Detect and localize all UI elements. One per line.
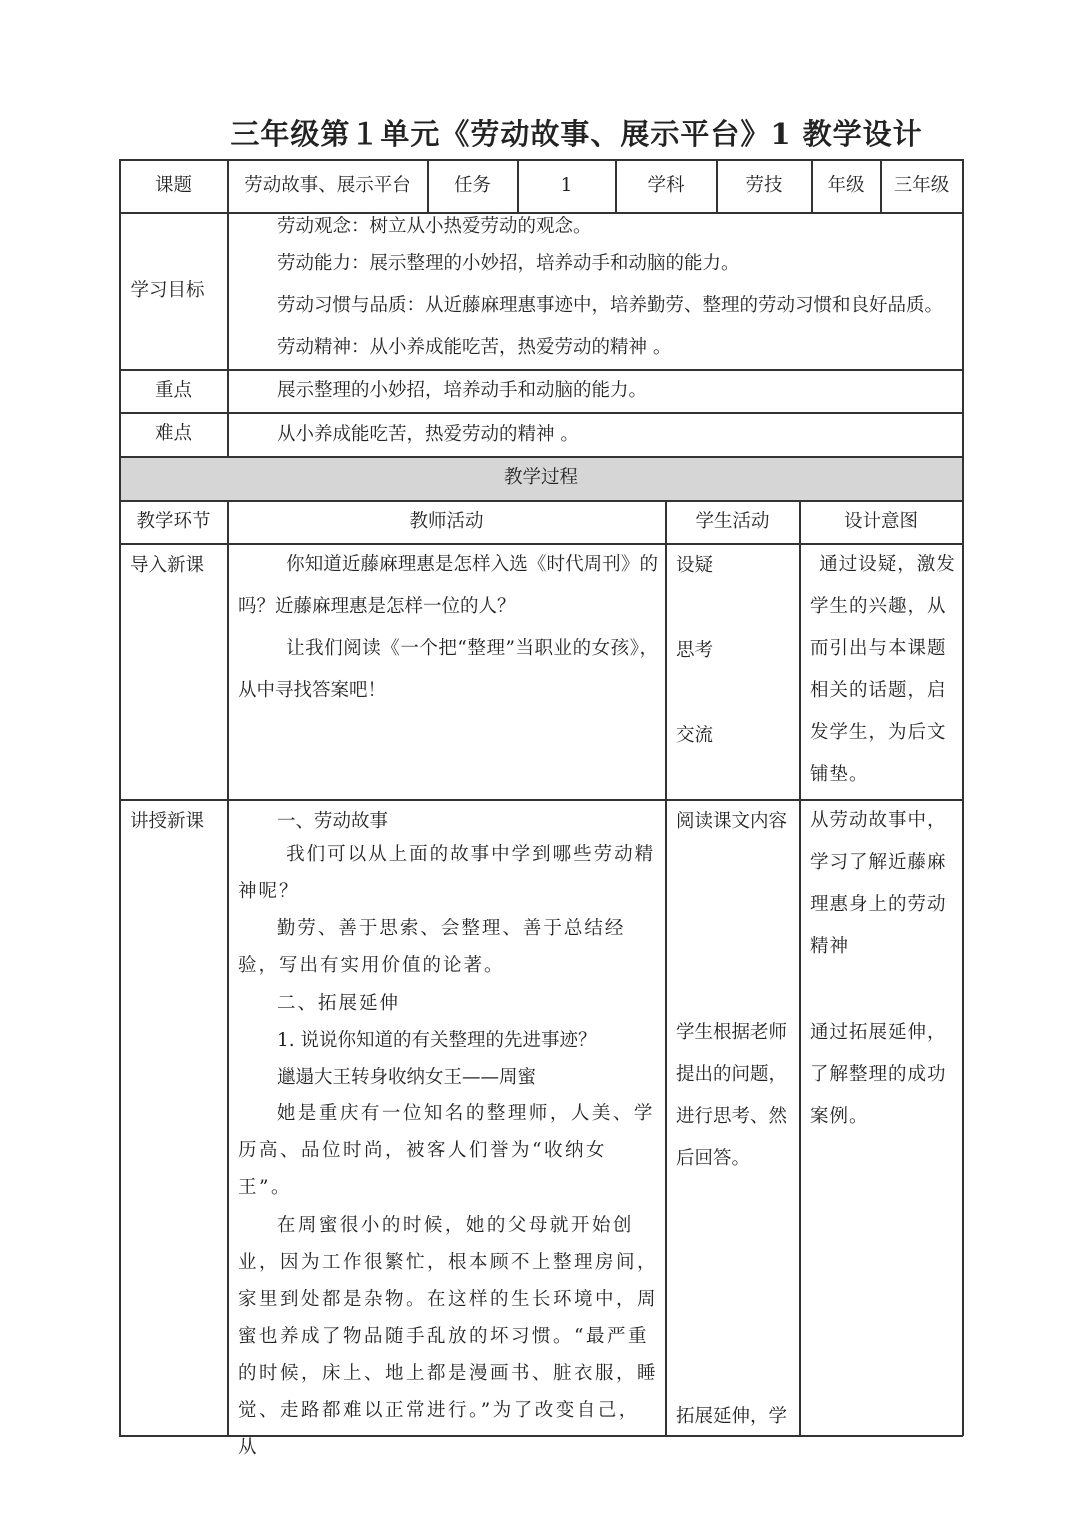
lecture-subtitle: 邋遢大王转身收纳女王——周蜜 [277, 1067, 537, 1088]
table-line [119, 369, 963, 371]
column-header-stage: 教学环节 [136, 510, 211, 532]
lecture-paragraph-1: 她是重庆有一位知名的整理师，人美、学历高、品位时尚，被客人们誉为“收纳女王”。 [238, 1103, 655, 1198]
intro-intent: 通过设疑，激发学生的兴趣，从而引出与本课题相关的话题，启发学生，为后文铺垫。 [810, 554, 956, 785]
table-line [119, 212, 963, 214]
lecture-student-activity: 拓展延伸，学 [676, 1406, 788, 1427]
lecture-heading-2: 二、拓展延伸 [277, 993, 401, 1014]
lecture-question-1: 我们可以从上面的故事中学到哪些劳动精神呢？ [238, 844, 656, 902]
objective-item: 劳动习惯与品质：从近藤麻理惠事迹中，培养勤劳、整理的劳动习惯和良好品质。 [277, 295, 944, 316]
lecture-student-activity: 学生根据老师提出的问题，进行思考、然后回答。 [676, 1022, 788, 1169]
column-header-teacher: 教师活动 [409, 510, 484, 532]
objective-item: 劳动精神：从小养成能吃苦，热爱劳动的精神 。 [277, 337, 672, 358]
intro-teacher-paragraph: 你知道近藤麻理惠是怎样入选《时代周刊》的吗？近藤麻理惠是怎样一位的人？ [238, 554, 658, 617]
document-title: 三年级第１单元《劳动故事、展示平台》1 教学设计 [230, 117, 923, 151]
subject-label: 学科 [647, 174, 685, 196]
intro-student-activity: 交流 [676, 725, 714, 746]
process-section-title: 教学过程 [503, 467, 578, 489]
lecture-paragraph-2: 在周蜜很小的时候，她的父母就开始创业，因为工作很繁忙，根本顾不上整理房间，家里到处都是杂物。在这样的生长环境中，周蜜也养成了物品随手乱放的坏习惯。“最严重的时候，床上、地上都是漫画书、脏衣服，睡觉、走路都难以正常进行。”为了改变自己，从 [238, 1215, 659, 1458]
objective-item: 劳动能力：展示整理的小妙招，培养动手和动脑的能力。 [277, 253, 740, 274]
intro-student-activity: 思考 [676, 640, 714, 661]
table-line [962, 159, 964, 1436]
lecture-heading-1: 一、劳动故事 [277, 811, 389, 832]
objective-item: 劳动观念：树立从小热爱劳动的观念。 [277, 216, 592, 237]
intro-student-activity: 设疑 [676, 555, 714, 576]
intro-teacher-paragraph: 让我们阅读《一个把“整理”当职业的女孩》，从中寻找答案吧！ [238, 638, 658, 701]
table-line [665, 500, 667, 1436]
objectives-label: 学习目标 [130, 279, 205, 301]
grade-label: 年级 [827, 174, 865, 196]
task-value: 1 [560, 174, 573, 196]
table-line [799, 500, 801, 1436]
key-point-label: 重点 [154, 379, 192, 401]
key-point-text: 展示整理的小妙招，培养动手和动脑的能力。 [277, 380, 648, 401]
topic-label: 课题 [154, 174, 192, 196]
lecture-intent: 从劳动故事中，学习了解近藤麻理惠身上的劳动精神 [810, 810, 947, 957]
intro-stage: 导入新课 [130, 555, 205, 576]
grade-value: 三年级 [893, 174, 950, 196]
lecture-stage: 讲授新课 [130, 811, 205, 832]
column-header-student: 学生活动 [695, 510, 770, 532]
column-header-intent: 设计意图 [843, 510, 918, 532]
table-line [119, 412, 963, 414]
lecture-intent: 通过拓展延伸，了解整理的成功案例。 [810, 1022, 947, 1127]
lecture-question-2: 1. 说说你知道的有关整理的先进事迹？ [277, 1030, 597, 1051]
lecture-student-activity: 阅读课文内容 [676, 811, 788, 832]
topic-value: 劳动故事、展示平台 [244, 174, 411, 196]
table-line [227, 500, 229, 1436]
subject-value: 劳技 [745, 174, 783, 196]
difficulty-text: 从小养成能吃苦，热爱劳动的精神 。 [277, 424, 579, 445]
task-label: 任务 [453, 174, 491, 196]
difficulty-label: 难点 [154, 423, 192, 445]
intro-teacher-activity [238, 544, 658, 712]
lecture-answer-1: 勤劳、善于思索、会整理、善于总结经验，写出有实用价值的论著。 [238, 918, 626, 976]
